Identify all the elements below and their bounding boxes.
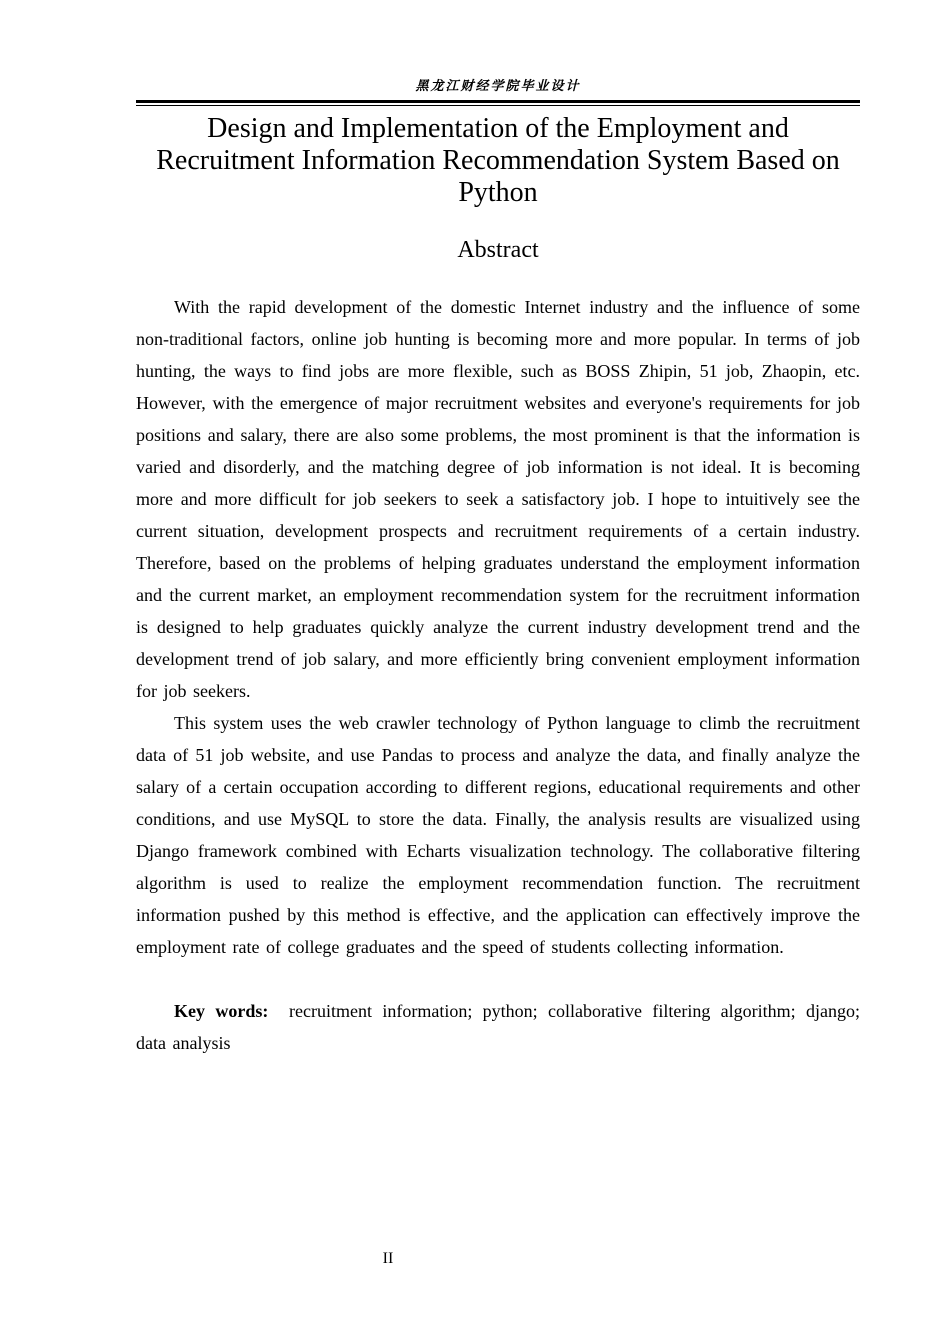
- abstract-body: [136, 291, 860, 1059]
- abstract-paragraph-2: This system uses the web crawler technology of Python language to climb the recruitment data of 51 job website, and use Pandas to process and analyze the data, and finally analyze the salary of a certain occupation according to different regions, educational requirements and other conditions, and use MySQL to store the data. Finally, the analysis results are visualized using Django framework combined with Echarts visualization technology. The collaborative filtering algorithm is used to realize the employment recommendation function. The recruitment information pushed by this method is effective, and the application can effectively improve the employment rate of college graduates and the speed of students collecting information.: [136, 713, 860, 957]
- keywords-label: Key words:: [174, 1001, 269, 1021]
- header-rule-thin: [136, 105, 860, 106]
- running-header: 黑龙江财经学院毕业设计: [415, 79, 581, 94]
- keywords-line: [136, 995, 860, 1059]
- page-number: II: [382, 1250, 394, 1267]
- abstract-paragraph-1: With the rapid development of the domestic Internet industry and the influence of some non-traditional factors, online job hunting is becoming more and more popular. In terms of job hunting, the ways to find jobs are more flexible, such as BOSS Zhipin, 51 job, Zhaopin, etc. However, with the emergence of major recruitment websites and everyone's requirements for job positions and salary, there are also some problems, the most prominent is that the information is varied and disorderly, and the matching degree of job information is not ideal. It is becoming more and more difficult for job seekers to seek a satisfactory job. I hope to intuitively see the current situation, development prospects and recruitment requirements of a certain industry. Therefore, based on the problems of helping graduates understand the employment information and the current market, an employment recommendation system for the recruitment information is designed to help graduates quickly analyze the current industry development trend and the development trend of job salary, and more efficiently bring convenient employment information for job seekers.: [136, 297, 860, 701]
- keywords-text: recruitment information; python; collaborative filtering algorithm; django; data analysis: [136, 1001, 860, 1053]
- header-rule-thick: [136, 100, 860, 103]
- abstract-heading: Abstract: [457, 237, 539, 263]
- paper-title: Design and Implementation of the Employment and Recruitment Information Recommendation System Based on Python: [156, 113, 840, 208]
